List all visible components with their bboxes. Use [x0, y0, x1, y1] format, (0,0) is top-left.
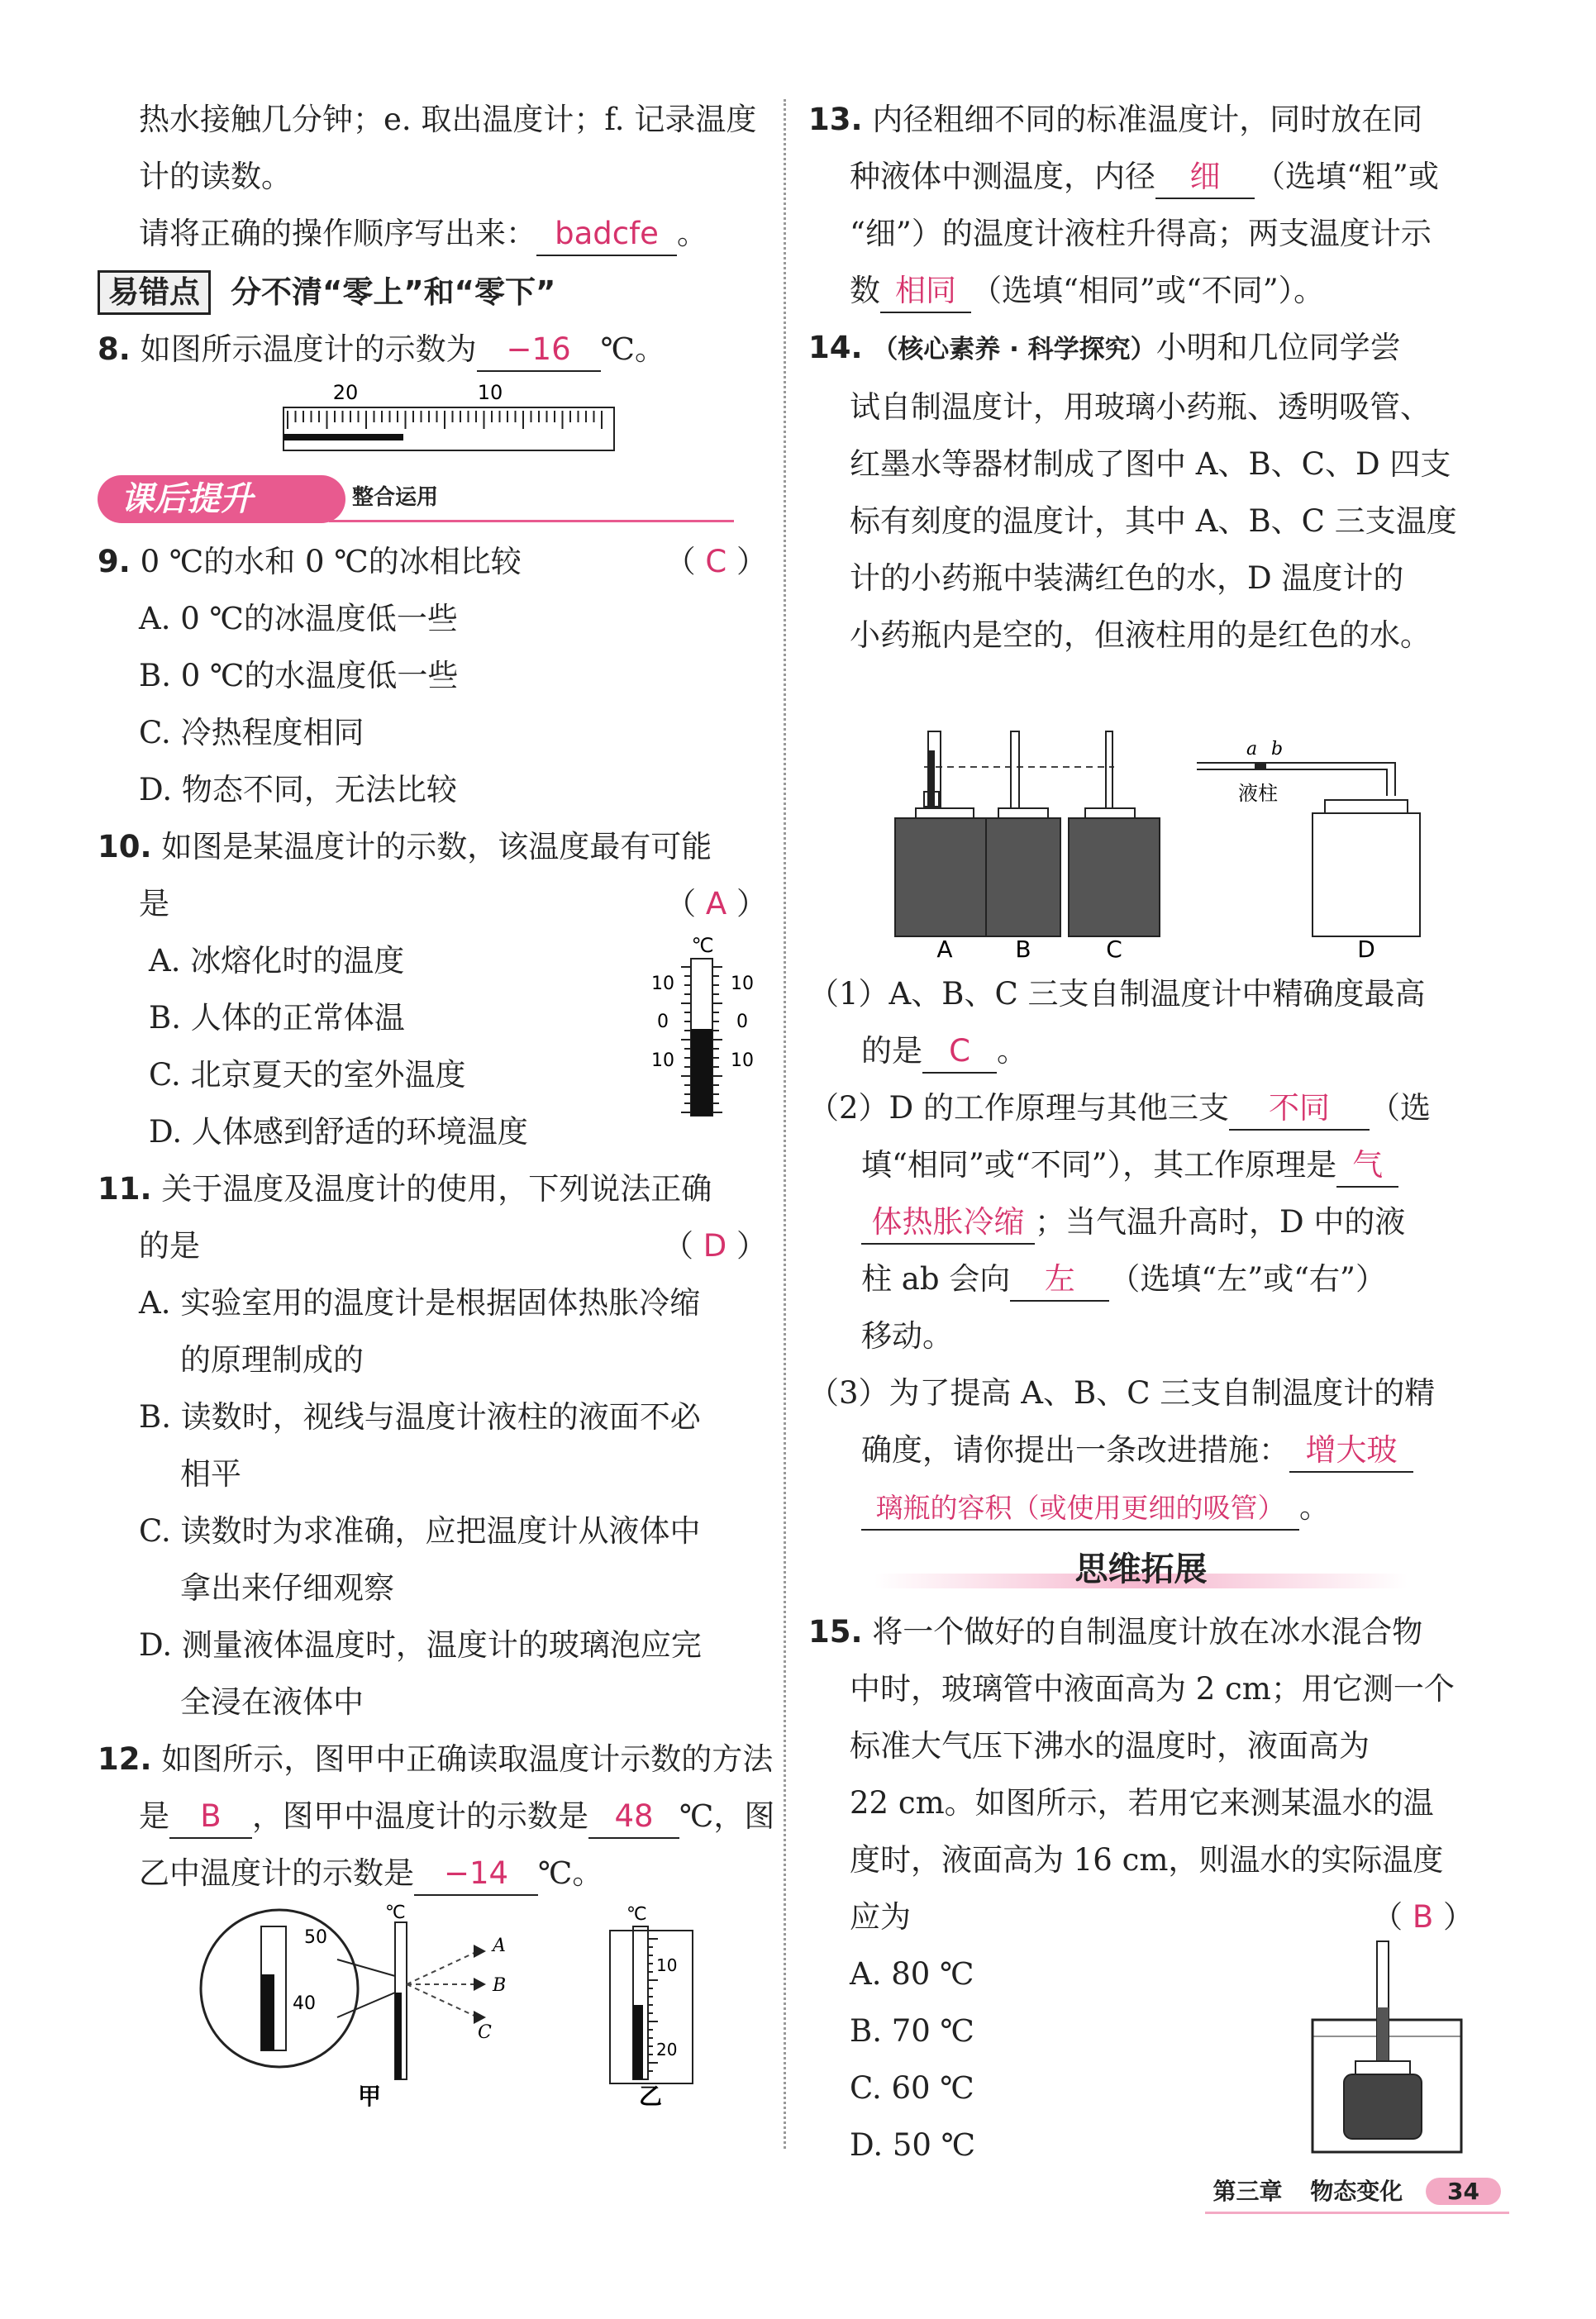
q14-p2-answer-3: 左 — [1010, 1259, 1109, 1302]
q14-p1-answer: C — [922, 1031, 997, 1074]
q11-option-line: A. 实验室用的温度计是根据固体热胀冷缩 — [139, 1285, 701, 1321]
q11-option-line: 的原理制成的 — [180, 1342, 364, 1378]
q10-option: A. 冰熔化时的温度 — [149, 943, 405, 979]
q9-option: D. 物态不同，无法比较 — [139, 772, 457, 807]
q10-unit: ℃ — [691, 934, 714, 957]
q14-p2-answer-2b: 体热胀冷缩 — [861, 1202, 1035, 1245]
q12-yi-label: 10 — [656, 1955, 678, 1975]
mistake-title: 分不清“零上”和“零下” — [231, 274, 556, 310]
q14-part1-a: （1）A、B、C 三支自制温度计中精确度最高 — [808, 976, 1426, 1012]
q13-question-2: 种液体中测温度，内径 细 （选填“粗”或 — [808, 148, 1474, 205]
q9-option: A. 0 ℃的冰温度低一些 — [139, 601, 458, 636]
q10-thermometer-figure — [626, 934, 767, 1124]
footer-chapter: 第三章 — [1212, 2178, 1283, 2205]
q9-option: C. 冷热程度相同 — [139, 715, 364, 750]
q11-option-line: C. 读数时为求准确，应把温度计从液体中 — [139, 1513, 701, 1549]
q9-question: 9. 0 ℃的水和 0 ℃的冰相比较 （ C ） — [98, 544, 767, 579]
section-subtitle: 整合运用 — [352, 485, 439, 510]
q14-part2-c: 体热胀冷缩 ；当气温升高时，D 中的液 — [808, 1193, 1474, 1250]
q15-option: B. 70 ℃ — [850, 2013, 974, 2049]
q10-option: C. 北京夏天的室外温度 — [149, 1057, 466, 1093]
q15-question-1: 15. 将一个做好的自制温度计放在冰水混合物 — [808, 1614, 1423, 1650]
q14-label-a: A — [936, 936, 953, 963]
q10-label: 10 — [731, 1050, 754, 1071]
q14-text-line: 计的小药瓶中装满红色的水，D 温度计的 — [850, 560, 1404, 596]
q14-part3-b: 确度，请你提出一条改进措施： 增大玻 — [808, 1421, 1474, 1479]
q11-question-1: 11. 关于温度及温度计的使用，下列说法正确 — [98, 1171, 712, 1207]
page-footer — [1213, 2174, 1502, 2207]
q14-a-marker: a — [1246, 739, 1258, 760]
q12-question-3: 乙中温度计的示数是 −14 ℃。 — [98, 1845, 767, 1902]
q10-option: B. 人体的正常体温 — [149, 1000, 405, 1036]
q14-label-c: C — [1106, 936, 1122, 963]
q14-b-marker: b — [1271, 739, 1284, 760]
left-column — [98, 91, 775, 2110]
q12-eye-label: C — [478, 2022, 492, 2043]
q12-answer-1: B — [169, 1796, 252, 1839]
q8-question: 8. 如图所示温度计的示数为 −16 ℃。 — [98, 321, 767, 378]
q11-option-line: D. 测量液体温度时，温度计的玻璃泡应完 — [139, 1627, 702, 1663]
q14-part2-e: 移动。 — [861, 1318, 953, 1354]
q8-answer: −16 — [477, 329, 601, 372]
q15-text-line: 度时，液面高为 16 cm，则温水的实际温度 — [850, 1842, 1444, 1878]
q14-part1-b: 的是 C 。 — [808, 1022, 1474, 1079]
q12-yi-caption: 乙 — [639, 2083, 663, 2110]
q10-label: 10 — [651, 1050, 674, 1071]
right-column — [808, 91, 1474, 2174]
q14-p2-answer-1: 不同 — [1229, 1088, 1370, 1131]
q15-figure — [1304, 1937, 1470, 2160]
section-title: 课后提升 — [98, 475, 345, 523]
q10-label: 10 — [651, 974, 674, 994]
q14-part2-d: 柱 ab 会向 左 （选填“左”或“右”） — [808, 1250, 1474, 1307]
q12-mag-label: 40 — [293, 1993, 316, 2014]
q11-option-line: 全浸在液体中 — [180, 1684, 364, 1720]
q12-question-2: 是 B ，图甲中温度计的示数是 48 ℃，图 — [98, 1788, 767, 1845]
q12-answer-3: −14 — [414, 1853, 538, 1896]
q15-text-line: 标准大气压下沸水的温度时，液面高为 — [850, 1728, 1370, 1764]
q8-tick-label: 20 — [332, 381, 359, 404]
q12-jia-liquid-zoom — [261, 1974, 274, 2050]
q14-figure — [808, 664, 1474, 963]
q13-answer-1: 细 — [1155, 156, 1255, 199]
column-divider — [784, 99, 786, 2149]
q15-option: D. 50 ℃ — [850, 2127, 976, 2163]
q12-eye-label: A — [493, 1936, 506, 1956]
q10-option: D. 人体感到舒适的环境温度 — [149, 1114, 528, 1150]
page-number: 34 — [1426, 2178, 1501, 2205]
q14-part3-a: （3）为了提高 A、B、C 三支自制温度计的精 — [808, 1375, 1436, 1411]
q15-text-line: 应为 （ B ） — [850, 1899, 1474, 1935]
q10-answer: A — [705, 886, 727, 921]
q14-text-line: 标有刻度的温度计，其中 A、B、C 三支温度 — [850, 503, 1457, 539]
q13-answer-2: 相同 — [880, 270, 971, 313]
q14-part2-b: 填“相同”或“不同”），其工作原理是 气 — [808, 1136, 1474, 1193]
q7-answer: badcfe — [536, 213, 677, 256]
q14-p2-answer-2a: 气 — [1336, 1145, 1398, 1188]
q15-option: A. 80 ℃ — [850, 1956, 974, 1992]
q15-text-line: 22 cm。如图所示，若用它来测某温水的温 — [850, 1785, 1434, 1821]
q12-yi-label: 20 — [656, 2040, 678, 2059]
q14-text-line: 小药瓶内是空的，但液柱用的是红色的水。 — [850, 617, 1431, 653]
mistake-tag: 易错点 — [98, 270, 211, 315]
q15-option: C. 60 ℃ — [850, 2070, 974, 2106]
q8-thermometer-figure — [98, 378, 767, 460]
section-banner — [98, 470, 767, 528]
q12-figure — [98, 1902, 767, 2108]
q10-label: 0 — [736, 1012, 748, 1032]
q11-option-line: B. 读数时，视线与温度计液柱的液面不必 — [139, 1399, 701, 1435]
q12-jia-unit: ℃ — [385, 1902, 406, 1923]
q14-label-d: D — [1357, 936, 1375, 963]
q13-question-1: 13. 内径粗细不同的标准温度计，同时放在同 — [808, 102, 1423, 137]
q15-text-line: 中时，玻璃管中液面高为 2 cm；用它测一个 — [850, 1671, 1455, 1707]
think-title: 思维拓展 — [1074, 1550, 1208, 1588]
q12-answer-2: 48 — [588, 1796, 679, 1839]
q14-p3-answer-1: 增大玻 — [1289, 1430, 1413, 1473]
q7-continuation-2: 计的读数。 — [139, 159, 292, 194]
q12-mag-label: 50 — [304, 1927, 327, 1948]
q14-p3-answer-2: 璃瓶的容积（或使用更细的吸管） — [861, 1488, 1299, 1531]
q13-question-4: 数 相同 （选填“相同”或“不同”）。 — [808, 262, 1474, 319]
q11-answer: D — [703, 1228, 727, 1264]
q7-question: 请将正确的操作顺序写出来： badcfe 。 — [98, 205, 767, 262]
q10-label: 10 — [731, 974, 754, 994]
q12-eye-label: B — [493, 1975, 507, 1996]
q15-options-block — [808, 1945, 1474, 2174]
think-heading — [808, 1540, 1474, 1598]
q12-question-1: 12. 如图所示，图甲中正确读取温度计示数的方法 — [98, 1741, 774, 1777]
q14-text-line: 试自制温度计，用玻璃小药瓶、透明吸管、 — [850, 389, 1431, 425]
q8-liquid-column — [283, 434, 403, 440]
q14-text-line: 红墨水等器材制成了图中 A、B、C、D 四支 — [850, 446, 1451, 482]
footer-title: 物态变化 — [1310, 2178, 1403, 2205]
q14-label-b: B — [1015, 936, 1031, 963]
q10-liquid-column — [691, 1029, 712, 1116]
q15-liquid-column — [1377, 2007, 1389, 2069]
q12-jia-caption: 甲 — [358, 2083, 382, 2110]
q10-question-1: 10. 如图是某温度计的示数，该温度最有可能 — [98, 829, 712, 864]
q10-question-2: 是 （ A ） — [139, 886, 767, 921]
q14-d-liquid — [1255, 763, 1266, 769]
q11-option-line: 相平 — [180, 1456, 241, 1492]
q11-option-line: 拿出来仔细观察 — [180, 1570, 394, 1606]
q9-answer: C — [705, 544, 727, 579]
q14-liquid-label: 液柱 — [1238, 782, 1278, 805]
q11-question-2: 的是 （ D ） — [139, 1228, 767, 1264]
q14-question-1: 14. （核心素养 · 科学探究）小明和几位同学尝 — [808, 330, 1401, 365]
q15-answer: B — [1412, 1899, 1434, 1935]
q7-continuation-1: 热水接触几分钟；e. 取出温度计；f. 记录温度 — [139, 102, 757, 137]
q9-option: B. 0 ℃的水温度低一些 — [139, 658, 459, 693]
q10-block — [98, 818, 767, 1160]
q12-jia-liquid — [395, 1993, 402, 2079]
q12-yi-unit: ℃ — [626, 1904, 647, 1925]
q12-yi-liquid — [633, 2005, 643, 2079]
q14-part2-a: （2）D 的工作原理与其他三支 不同 （选 — [808, 1079, 1474, 1136]
q10-label: 0 — [657, 1012, 669, 1032]
q14-part3-c: 璃瓶的容积（或使用更细的吸管） 。 — [808, 1479, 1474, 1536]
q8-tick-label: 10 — [477, 381, 503, 404]
q13-question-3: “细”）的温度计液柱升得高；两支温度计示 — [850, 216, 1432, 251]
mistake-heading — [98, 264, 767, 321]
